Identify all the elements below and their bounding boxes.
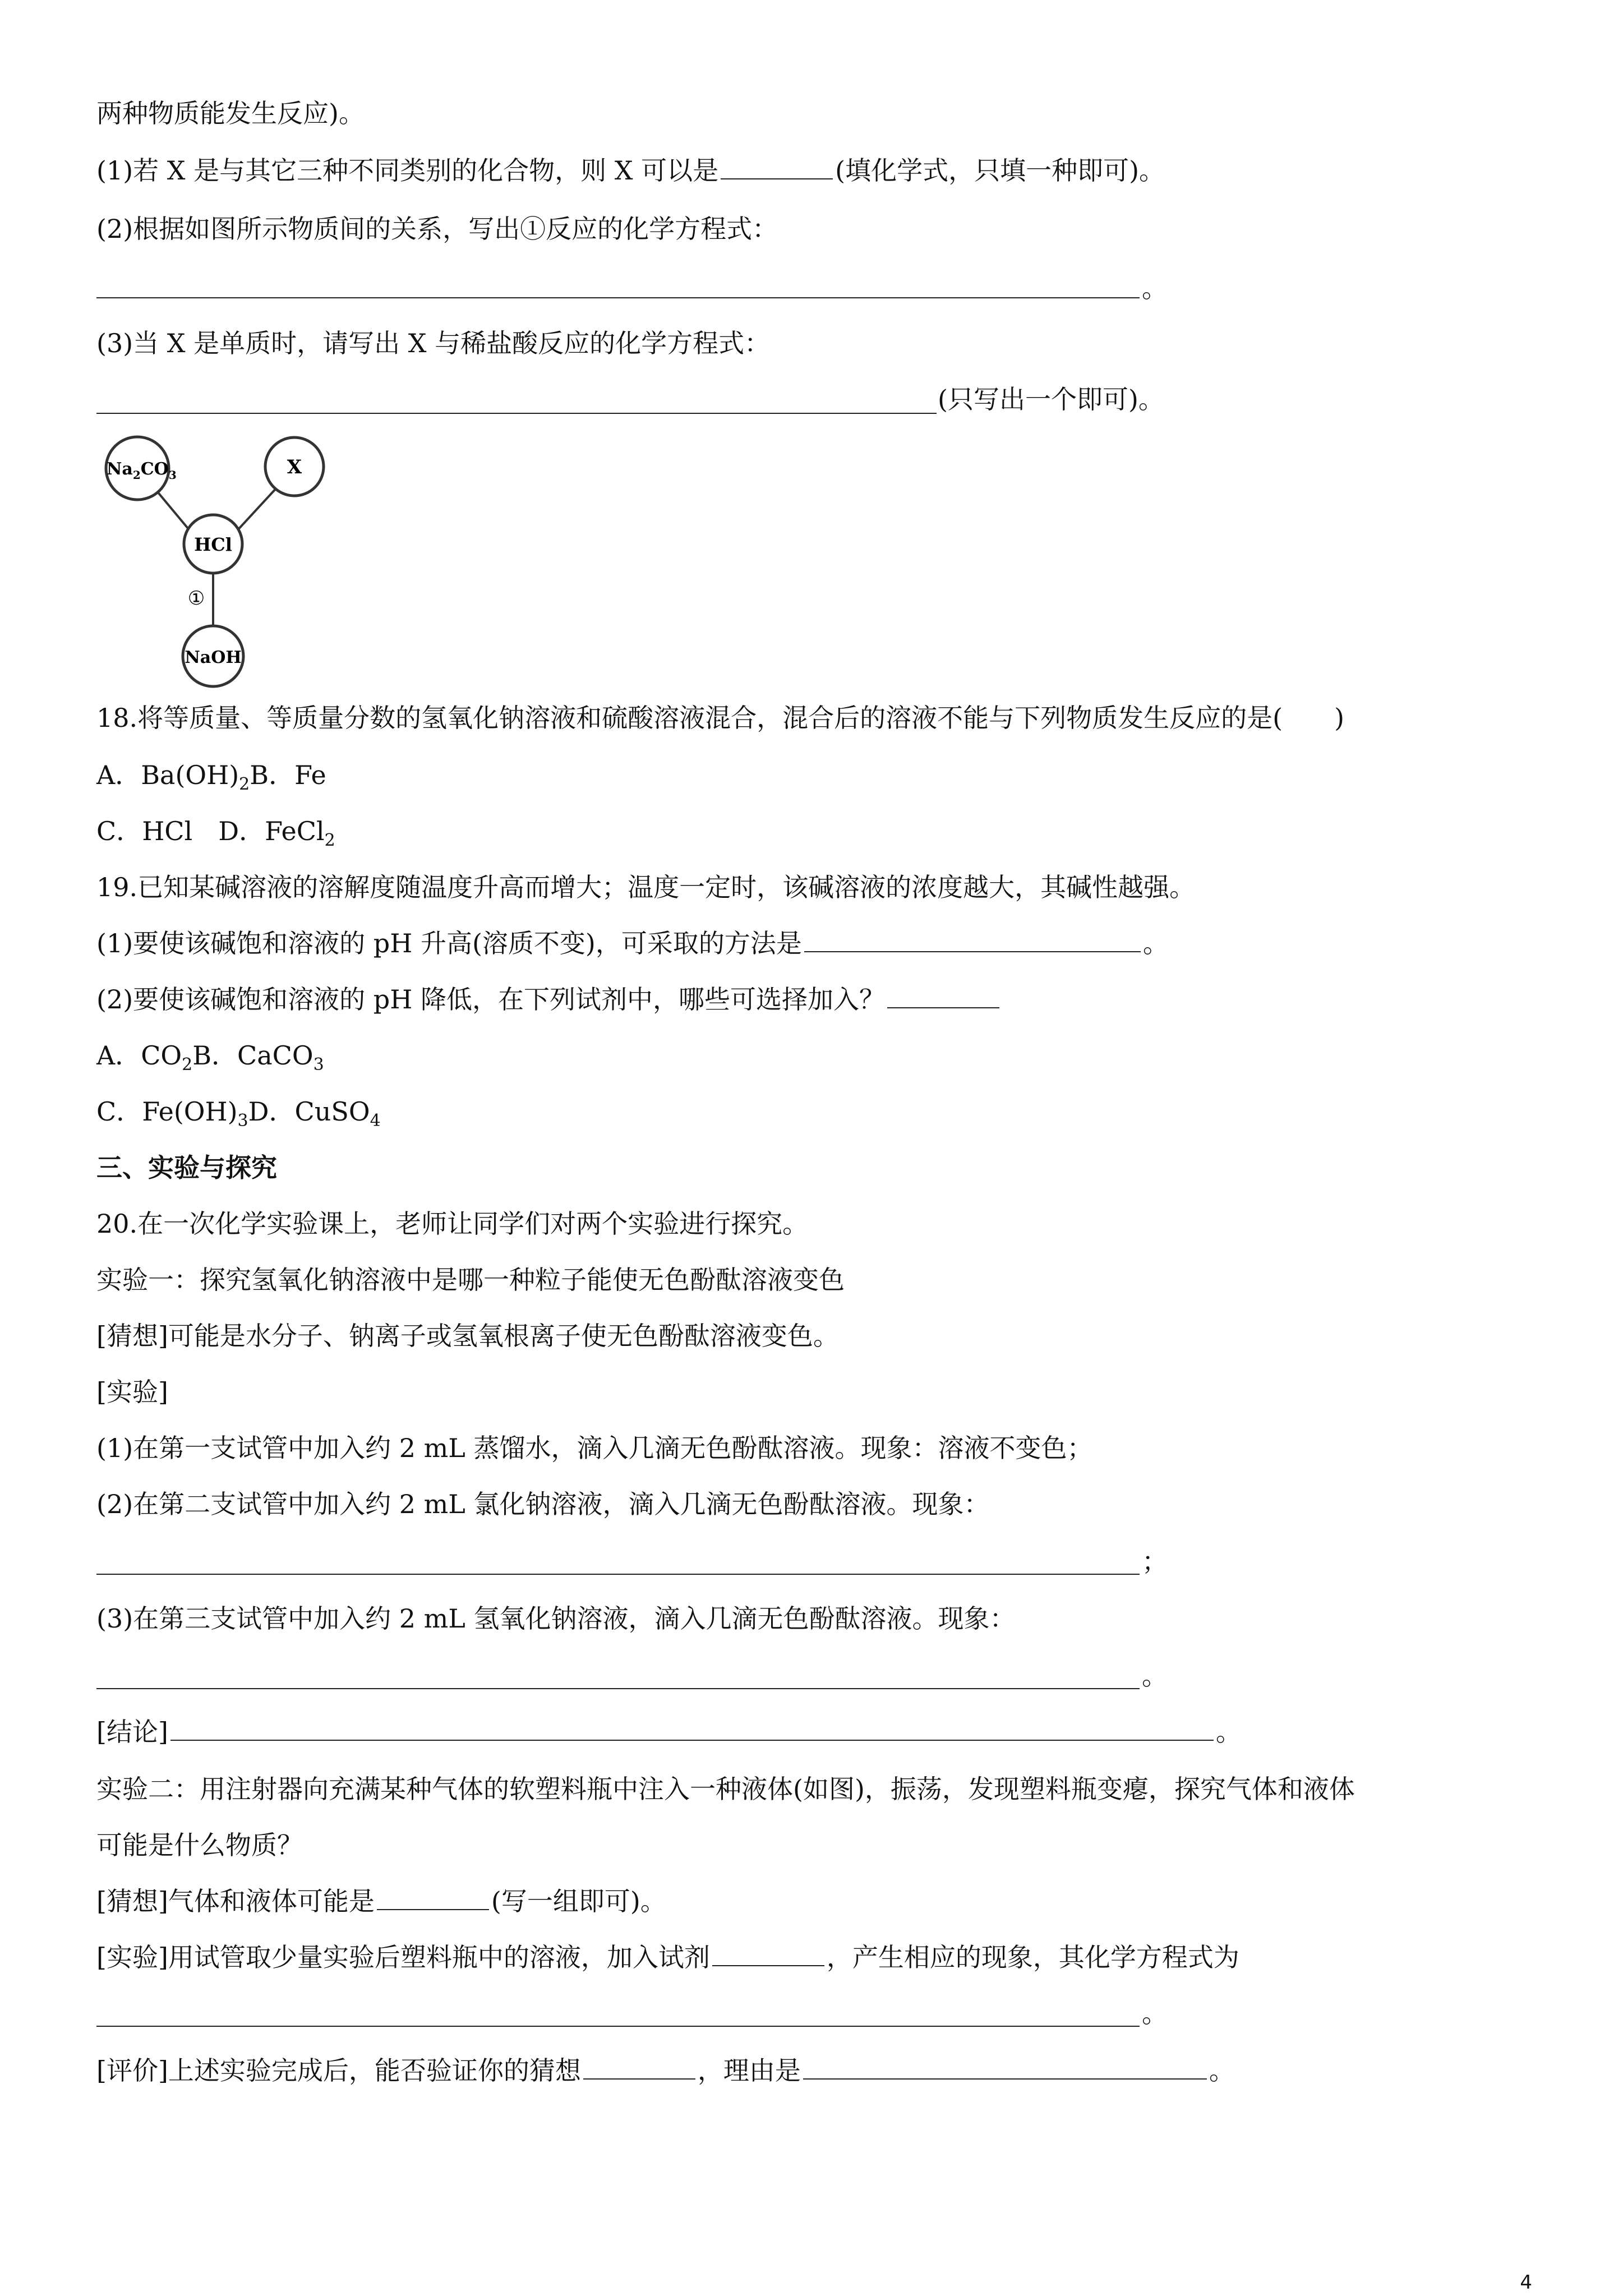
- q19-option-c: C．Fe(OH): [96, 1096, 238, 1127]
- q19-part1: [96, 928, 1169, 959]
- q20-guess-2: [96, 1885, 666, 1917]
- q20-step-1: (1)在第一支试管中加入约 2 mL 蒸馏水，滴入几滴无色酚酞溶液。现象：溶液不变色；: [96, 1433, 1093, 1463]
- q18-options-cd: [96, 815, 335, 850]
- section-title: 三、实验与探究: [96, 1152, 277, 1183]
- q19-option-d-sub: 4: [370, 1111, 381, 1131]
- q20-answer-blank-reason[interactable]: [803, 2056, 1207, 2080]
- q20-test: [96, 1942, 1239, 1973]
- q20-evaluation-mid: ，理由是: [697, 2055, 801, 2086]
- q19-stem: 19.已知某碱溶液的溶解度随温度升高而增大；温度一定时，该碱溶液的浓度越大，其碱性越强。: [96, 872, 1196, 902]
- q20-answer-blank-step2[interactable]: [96, 1574, 1140, 1575]
- q20-experiment-2-line1: 实验二：用注射器向充满某种气体的软塑料瓶中注入一种液体(如图)，振荡，发现塑料瓶变瘪，探究气体和液体: [96, 1774, 1355, 1804]
- label-x: X: [287, 456, 302, 478]
- q19-answer-blank-1[interactable]: [804, 929, 1141, 952]
- reaction-diagram: [90, 432, 336, 690]
- q18-stem: 18.将等质量、等质量分数的氢氧化钠溶液和硫酸溶液混合，混合后的溶液不能与下列物质发生反应的是( ): [96, 703, 1345, 733]
- q20-conclusion-tail: 。: [1215, 1717, 1242, 1747]
- q20-test-tail: ，产生相应的现象，其化学方程式为: [826, 1942, 1239, 1972]
- q20-answer-blank-step3[interactable]: [96, 1688, 1140, 1689]
- q20-guess-1: [猜想]可能是水分子、钠离子或氢氧根离子使无色酚酞溶液变色。: [96, 1321, 839, 1351]
- q19-options-cd: [96, 1096, 381, 1131]
- q19-option-d: D．CuSO: [248, 1096, 370, 1127]
- q20-evaluation-tail: 。: [1209, 2055, 1235, 2086]
- q19-option-b: B．CaCO: [192, 1040, 313, 1071]
- q20-guess-2-text: [猜想]气体和液体可能是: [96, 1886, 375, 1916]
- q18-option-d-sub: 2: [324, 831, 335, 850]
- q20-answer-blank-guess2[interactable]: [377, 1887, 489, 1910]
- q17-part2-tail: 。: [1142, 273, 1168, 303]
- q20-guess-2-tail: (写一组即可)。: [491, 1886, 666, 1916]
- q17-continuation: 两种物质能发生反应)。: [96, 98, 365, 128]
- q17-answer-blank-1[interactable]: [721, 156, 833, 179]
- q20-experiment-2-line2: 可能是什么物质？: [96, 1830, 303, 1860]
- q20-evaluation-text: [评价]上述实验完成后，能否验证你的猜想: [96, 2055, 581, 2086]
- q19-part1-tail: 。: [1142, 928, 1169, 958]
- q19-options-ab: [96, 1040, 324, 1075]
- q19-part1-text: (1)要使该碱饱和溶液的 pH 升高(溶质不变)，可采取的方法是: [96, 928, 802, 958]
- q18-option-a-sub: 2: [239, 774, 250, 794]
- q17-part2: (2)根据如图所示物质间的关系，写出①反应的化学方程式：: [96, 214, 778, 244]
- q18-options-ab: [96, 759, 326, 794]
- q20-step-3: (3)在第三支试管中加入约 2 mL 氢氧化钠溶液，滴入几滴无色酚酞溶液。现象：: [96, 1603, 1016, 1634]
- q17-answer-blank-3[interactable]: [96, 413, 937, 414]
- label-na2co3: $Na_2CO_3$: [107, 459, 177, 482]
- q20-conclusion: [96, 1716, 1242, 1748]
- q17-part3: (3)当 X 是单质时，请写出 X 与稀盐酸反应的化学方程式：: [96, 328, 771, 358]
- q20-test-text: [实验]用试管取少量实验后塑料瓶中的溶液，加入试剂: [96, 1942, 710, 1972]
- q18-option-b: B．Fe: [250, 760, 326, 790]
- q19-option-b-sub: 3: [313, 1055, 324, 1075]
- q19-part2: [96, 984, 1002, 1015]
- label-hcl: HCl: [194, 534, 232, 555]
- q20-step-2: (2)在第二支试管中加入约 2 mL 氯化钠溶液，滴入几滴无色酚酞溶液。现象：: [96, 1489, 990, 1519]
- q20-answer-blank-conclusion[interactable]: [170, 1717, 1214, 1741]
- q20-answer-blank-reagent[interactable]: [712, 1943, 824, 1966]
- q18-option-a: A．Ba(OH): [96, 760, 239, 790]
- q20-equation-tail: 。: [1142, 1998, 1168, 2028]
- q17-part3-tail: (只写出一个即可)。: [938, 384, 1164, 414]
- q17-part1: [96, 155, 1165, 186]
- q20-answer-blank-verify[interactable]: [583, 2056, 695, 2080]
- q19-part2-text: (2)要使该碱饱和溶液的 pH 降低，在下列试剂中，哪些可选择加入？: [96, 984, 885, 1015]
- page-number: 4: [1520, 2271, 1532, 2294]
- q20-experiment-label: [实验]: [96, 1377, 168, 1407]
- q19-option-a: A．CO: [96, 1040, 182, 1071]
- label-naoh: NaOH: [185, 648, 242, 667]
- q18-option-cd: C．HCl D．FeCl: [96, 816, 325, 846]
- q20-step-2-tail: ；: [1142, 1546, 1168, 1576]
- q17-part1-text: (1)若 X 是与其它三种不同类别的化合物，则 X 可以是: [96, 155, 719, 186]
- q19-option-a-sub: 2: [182, 1055, 193, 1075]
- label-reaction-1: ①: [187, 587, 205, 610]
- q20-evaluation: [96, 2055, 1235, 2086]
- q17-answer-blank-2[interactable]: [96, 297, 1140, 298]
- q17-part1-tail: (填化学式，只填一种即可)。: [835, 155, 1165, 186]
- q20-step-3-tail: 。: [1142, 1661, 1168, 1691]
- q20-experiment-1: 实验一：探究氢氧化钠溶液中是哪一种粒子能使无色酚酞溶液变色: [96, 1265, 845, 1295]
- q20-stem: 20.在一次化学实验课上，老师让同学们对两个实验进行探究。: [96, 1209, 809, 1239]
- q19-answer-blank-2[interactable]: [887, 985, 999, 1008]
- q19-option-c-sub: 3: [237, 1111, 248, 1131]
- q20-answer-blank-equation[interactable]: [96, 2026, 1140, 2027]
- q20-conclusion-label: [结论]: [96, 1717, 168, 1747]
